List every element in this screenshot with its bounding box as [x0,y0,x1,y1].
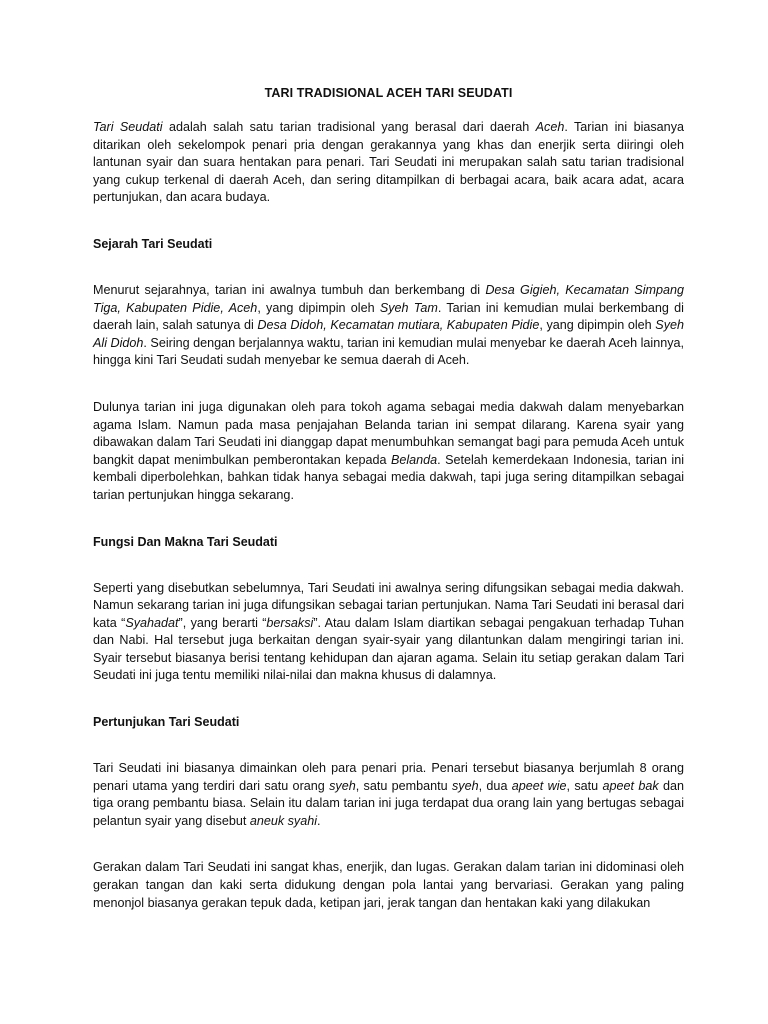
text-run: ”, yang berarti “ [178,615,267,630]
text-run: , yang dipimpin oleh [257,300,380,315]
italic-run: syeh [452,778,479,793]
intro-paragraph [93,119,684,207]
italic-run: Syeh Tam [379,300,438,315]
text-run: . Seiring dengan berjalannya waktu, tarian ini kemudian mulai menyebar ke daerah Aceh lainnya, hingga kini Tari Seudati sudah menyebar ke semua daerah di Aceh. [93,335,684,368]
sejarah-paragraph-2 [93,399,684,505]
term-tari-seudati: Tari Seudati [93,120,163,134]
text-run: ”. Atau dalam Islam diartikan sebagai pengakuan terhadap Tuhan dan Nabi. Hal tersebut juga berkaitan dengan syair-syair yang dilantunkan dalam mengiringi tarian ini. Syair tersebut biasanya berisi tentang kehidupan dan ajaran agama. Selain itu setiap gerakan dalam Tari Seudati ini juga tentu memiliki nilai-nilai dan makna khusus di dalamnya. [93,615,685,683]
text-run: , yang dipimpin oleh [539,318,656,333]
text-run: . Tarian ini biasanya ditarikan oleh sekelompok penari pria dengan gerakannya yang khas dan enerjik serta diiringi oleh lantunan syair dan suara hentakan para penari. Tari Seudati ini merupakan salah satu tarian tradisional yang cukup terkenal di daerah Aceh, dan sering ditampilkan di berbagai acara, baik acara adat, acara pertunjukan, dan acara budaya. [93,120,684,205]
spacer [93,685,684,714]
heading-fungsi: Fungsi Dan Makna Tari Seudati [93,534,278,549]
spacer [93,207,684,236]
spacer [93,370,684,399]
italic-run: aneuk syahi [249,813,318,828]
pertunjukan-paragraph-2 [93,859,684,912]
text-run: Menurut sejarahnya, tarian ini awalnya tumbuh dan berkembang di [93,282,486,297]
italic-run: apeet bak [602,778,659,793]
spacer [93,731,684,760]
text-run: Tari Seudati ini biasanya dimainkan oleh para penari pria. Penari tersebut biasanya berjumlah 8 orang penari utama yang terdiri dari satu orang [93,761,684,793]
spacer [93,253,684,282]
text-run: adalah salah satu tarian tradisional yang berasal dari daerah [162,120,536,134]
spacer [93,505,684,534]
heading-pertunjukan: Pertunjukan Tari Seudati [93,715,240,730]
text-run: , satu pembantu [355,778,452,793]
text-run: dan tiga orang pembantu biasa. Selain itu dalam tarian ini juga terdapat dua orang lain yang bertugas sebagai pelantun syair yang disebut [93,778,684,828]
pertunjukan-paragraph-1 [93,760,684,830]
text-run: . Tarian ini kemudian mulai berkembang di daerah lain, salah satunya di [93,300,684,333]
italic-run: syeh [329,778,356,793]
text-run: . [317,813,321,828]
document-title: TARI TRADISIONAL ACEH TARI SEUDATI [264,86,513,100]
text-run: Gerakan dalam Tari Seudati ini sangat khas, enerjik, dan lugas. Gerakan dalam tarian ini didominasi oleh gerakan tangan dan kaki serta didukung dengan pola lantai yang bervariasi. Gerakan yang paling menonjol biasanya gerakan tepuk dada, ketipan jari, jerak tangan dan hentakan kaki yang dilakukan [93,860,684,910]
term-aceh: Aceh [535,120,565,134]
italic-run: Syahadat [125,615,179,630]
text-run: , satu [566,778,603,793]
italic-run: Belanda [390,452,438,467]
italic-run: Syeh Ali Didoh [93,318,685,350]
text-run: Seperti yang disebutkan sebelumnya, Tari Seudati ini awalnya sering difungsikan sebagai media dakwah. Namun sekarang tarian ini juga difungsikan sebagai tarian pertunjukan. Nama Tari Seudati ini berasal dari kata “ [93,580,684,630]
sejarah-paragraph-1 [93,282,684,370]
italic-run: Desa Gigieh, Kecamatan Simpang Tiga, Kabupaten Pidie, Aceh [93,282,684,315]
heading-sejarah: Sejarah Tari Seudati [93,236,213,251]
text-run: Dulunya tarian ini juga digunakan oleh para tokoh agama sebagai media dakwah dalam menyebarkan agama Islam. Namun pada masa penjajahan Belanda tarian ini sempat dilarang. Karena syair yang dibawakan dalam Tari Seudati ini dianggap dapat menumbuhkan semangat bagi para pemuda Aceh untuk bangkit dapat menimbulkan pemberontakan kepada [93,399,684,467]
text-run: . Setelah kemerdekaan Indonesia, tarian ini kembali diperbolehkan, bahkan tidak hanya sebagai media dakwah, tapi juga sering ditampilkan sebagai tarian pertunjukan hingga sekarang. [93,452,684,502]
spacer [93,830,684,859]
italic-run: bersaksi [266,615,314,630]
text-run: , dua [478,778,512,793]
italic-run: Desa Didoh, Kecamatan mutiara, Kabupaten Pidie [257,318,540,333]
fungsi-paragraph-1 [93,580,684,686]
spacer [93,551,684,580]
italic-run: apeet wie [511,778,567,793]
